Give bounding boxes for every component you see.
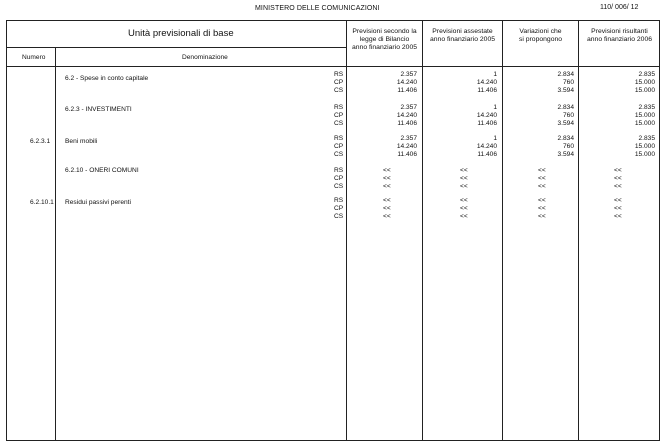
row-col1-values: << << << — [383, 197, 391, 220]
row-col2-values: 1 14.240 11.406 — [476, 135, 497, 158]
row-col3-values: 2.834 760 3.594 — [557, 135, 574, 158]
ministry-title: MINISTERO DELLE COMUNICAZIONI — [255, 5, 380, 12]
row-col1-values: 2.357 14.240 11.406 — [396, 104, 417, 127]
rule-under-section-title — [6, 47, 346, 48]
page-reference: 110/ 006/ 12 — [600, 4, 639, 11]
row-numero: 6.2.10.1 — [30, 199, 54, 206]
row-col4-values: << << << — [614, 167, 622, 190]
header-numero: Numero — [22, 54, 46, 61]
row-denominazione: Beni mobili — [65, 138, 98, 145]
row-col3-values: 2.834 760 3.594 — [557, 71, 574, 94]
row-denominazione: Residui passivi perenti — [65, 199, 131, 206]
row-col1-values: << << << — [383, 167, 391, 190]
row-col2-values: 1 14.240 11.406 — [476, 71, 497, 94]
header-col2: Previsioni assestate anno finanziario 2005 — [430, 28, 495, 43]
row-col1-values: 2.357 14.240 11.406 — [396, 71, 417, 94]
row-codes: RS CP CS — [334, 71, 344, 94]
row-col3-values: 2.834 760 3.594 — [557, 104, 574, 127]
row-col4-values: 2.835 15.000 15.000 — [634, 135, 655, 158]
row-col3-values: << << << — [538, 167, 546, 190]
row-denominazione: 6.2.3 - INVESTIMENTI — [65, 106, 132, 113]
header-col4: Previsioni risultanti anno finanziario 2006 — [587, 28, 652, 43]
section-title: Unità previsionali di base — [128, 28, 234, 39]
row-numero: 6.2.3.1 — [30, 138, 51, 145]
row-col4-values: 2.835 15.000 15.000 — [634, 71, 655, 94]
row-denominazione: 6.2.10 - ONERI COMUNI — [65, 167, 139, 174]
row-codes: RS CP CS — [334, 167, 344, 190]
row-col3-values: << << << — [538, 197, 546, 220]
row-col2-values: << << << — [460, 167, 468, 190]
row-col4-values: 2.835 15.000 15.000 — [634, 104, 655, 127]
row-codes: RS CP CS — [334, 135, 344, 158]
row-codes: RS CP CS — [334, 197, 344, 220]
row-col2-values: << << << — [460, 197, 468, 220]
row-col4-values: << << << — [614, 197, 622, 220]
row-col1-values: 2.357 14.240 11.406 — [396, 135, 417, 158]
row-codes: RS CP CS — [334, 104, 344, 127]
header-denominazione: Denominazione — [182, 54, 228, 61]
row-col2-values: 1 14.240 11.406 — [476, 104, 497, 127]
row-denominazione: 6.2 - Spese in conto capitale — [65, 75, 149, 82]
header-col1: Previsioni secondo la legge di Bilancio anno finanziario 2005 — [352, 28, 417, 51]
rule-under-header — [6, 66, 660, 67]
header-col3: Variazioni che si propongono — [518, 28, 563, 43]
divider-numero — [55, 47, 56, 441]
